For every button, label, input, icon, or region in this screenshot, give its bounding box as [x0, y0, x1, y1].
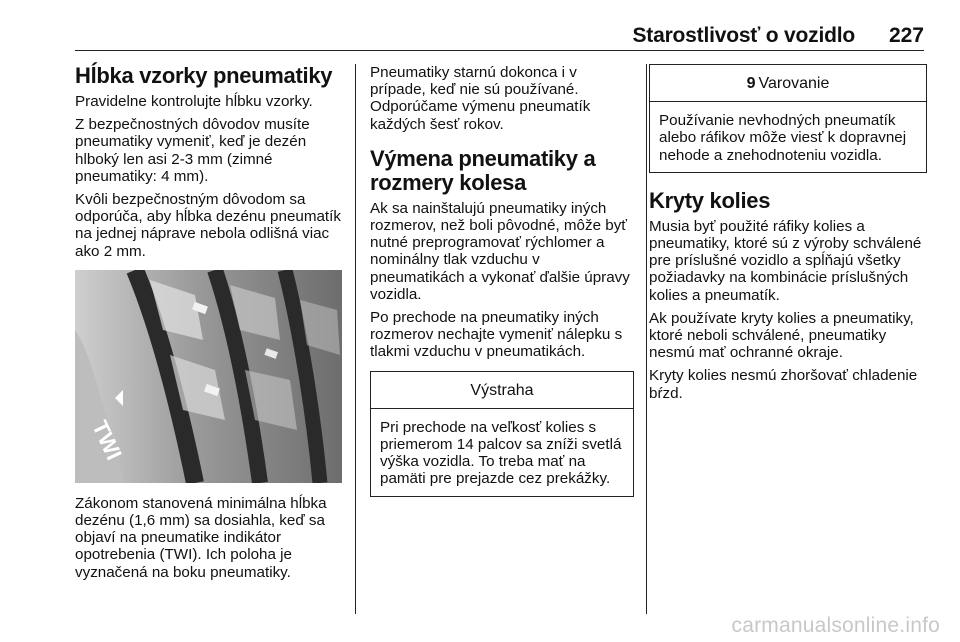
section-title: Starostlivosť o vozidlo [632, 24, 855, 47]
warning-box [649, 64, 927, 173]
warning-icon: 9 [746, 75, 756, 92]
paragraph: Kryty kolies nesmú zhoršovať chladenie bŕzd. [649, 367, 918, 402]
warning-title-row [650, 65, 926, 102]
notice-body: Pri prechode na veľkosť kolies s priemerom 14 palcov sa zníži svetlá výška vozidla. To treba mať na pamäti pre prejazde cez prekážky. [380, 418, 622, 488]
column-divider-2 [646, 64, 647, 614]
warning-body: Používanie nevhodných pneumatík alebo ráfikov môže viesť k dopravnej nehode a znehodnoteniu vozidla. [659, 112, 907, 164]
watermark: carmanualsonline.info [731, 614, 940, 637]
column-divider-1 [355, 64, 356, 614]
header-divider [75, 50, 924, 51]
twi-label: TWI [87, 416, 127, 464]
paragraph: Ak používate kryty kolies a pneumatiky, ktoré neboli schválené, pneumatiky nesmú mať ochranné okraje. [649, 309, 914, 362]
heading-tread-depth: Hĺbka vzorky pneumatiky [75, 63, 333, 88]
column-left [75, 64, 343, 587]
page-number: 227 [888, 24, 924, 47]
notice-title: Výstraha [371, 372, 633, 409]
paragraph: Musia byť použité ráfiky kolies a pneumatiky, ktoré sú z výroby schválené pre príslušné vozidlo a spĺňajú všetky požiadavky na kombinácie príslušných kolies a pneumatík. [649, 217, 922, 304]
paragraph: Zákonom stanovená minimálna hĺbka dezénu (1,6 mm) sa dosiahla, keď sa objaví na pneumatike indikátor opotrebenia (TWI). Ich poloha je vyznačená na boku pneumatiky. [75, 494, 327, 581]
paragraph: Pravidelne kontrolujte hĺbku vzorky. [75, 93, 313, 110]
paragraph: Po prechode na pneumatiky iných rozmerov nechajte vymeniť nálepku s tlakmi vzduchu v pneumatikách. [370, 309, 623, 361]
column-right [649, 64, 927, 408]
paragraph: Z bezpečnostných dôvodov musíte pneumatiky vymeniť, keď je dezén hlboký len asi 2-3 mm (zimné pneumatiky: 4 mm). [75, 116, 310, 185]
paragraph: Ak sa nainštalujú pneumatiky iných rozmerov, než boli pôvodné, môže byť nutné preprogramovať rýchlomer a nominálny tlak vzduchu v pneumatikách a vykonať ďalšie úpravy vozidla. [370, 199, 630, 303]
paragraph: Kvôli bezpečnostným dôvodom sa odporúča, aby hĺbka dezénu pneumatík na jednej náprave nebola odlišná viac ako 2 mm. [75, 191, 341, 260]
heading-tire-change: Výmena pneumatiky a rozmery kolesa [370, 145, 596, 195]
paragraph: Pneumatiky starnú dokonca i v prípade, keď nie sú používané. Odporúčame výmenu pneumatík každých šesť rokov. [370, 64, 591, 133]
notice-box [370, 371, 634, 497]
tire-tread-illustration [75, 270, 342, 483]
column-middle [370, 64, 634, 511]
warning-title: Varovanie [758, 75, 830, 92]
heading-wheel-covers: Kryty kolies [649, 187, 771, 213]
